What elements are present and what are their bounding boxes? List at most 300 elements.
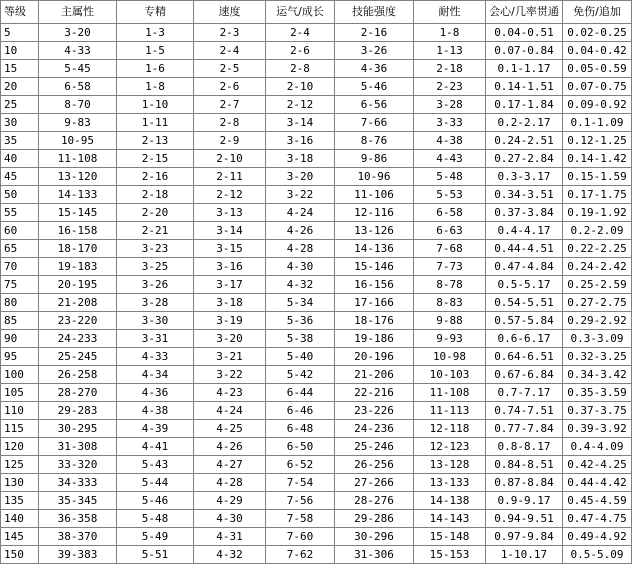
table-cell: 12-123 [414,438,486,456]
table-cell: 4-26 [266,222,335,240]
table-cell: 145 [1,528,39,546]
table-cell: 4-41 [117,438,194,456]
table-cell: 4-26 [194,438,266,456]
table-cell: 4-39 [117,420,194,438]
table-cell: 5-48 [414,168,486,186]
table-cell: 55 [1,204,39,222]
table-cell: 7-60 [266,528,335,546]
table-cell: 0.17-1.75 [563,186,632,204]
table-cell: 0.3-3.09 [563,330,632,348]
table-cell: 28-270 [39,384,117,402]
table-cell: 2-15 [117,150,194,168]
table-cell: 3-30 [117,312,194,330]
table-row [1,114,632,132]
table-cell: 3-26 [117,276,194,294]
table-cell: 13-126 [335,222,414,240]
table-cell: 2-20 [117,204,194,222]
table-cell: 10-98 [414,348,486,366]
table-cell: 15-148 [414,528,486,546]
table-cell: 6-46 [266,402,335,420]
table-cell: 85 [1,312,39,330]
table-cell: 9-83 [39,114,117,132]
table-cell: 5-38 [266,330,335,348]
table-cell: 4-29 [194,492,266,510]
table-cell: 12-116 [335,204,414,222]
table-cell: 15-145 [39,204,117,222]
table-cell: 29-283 [39,402,117,420]
table-cell: 4-30 [194,510,266,528]
table-cell: 8-70 [39,96,117,114]
table-cell: 0.07-0.75 [563,78,632,96]
table-cell: 2-5 [194,60,266,78]
table-cell: 14-138 [414,492,486,510]
table-cell: 3-15 [194,240,266,258]
table-row [1,420,632,438]
table-cell: 35 [1,132,39,150]
table-cell: 7-56 [266,492,335,510]
table-cell: 0.39-3.92 [563,420,632,438]
table-cell: 100 [1,366,39,384]
table-cell: 105 [1,384,39,402]
table-cell: 0.97-9.84 [486,528,563,546]
table-cell: 22-216 [335,384,414,402]
table-cell: 95 [1,348,39,366]
table-cell: 19-183 [39,258,117,276]
table-cell: 5-34 [266,294,335,312]
table-cell: 30-295 [39,420,117,438]
table-cell: 3-26 [335,42,414,60]
table-cell: 0.04-0.51 [486,24,563,42]
table-cell: 25-245 [39,348,117,366]
table-cell: 4-24 [266,204,335,222]
table-cell: 15 [1,60,39,78]
table-cell: 2-10 [194,150,266,168]
table-cell: 18-170 [39,240,117,258]
table-cell: 0.37-3.75 [563,402,632,420]
table-cell: 21-208 [39,294,117,312]
column-header-reduction-bonus: 免伤/追加 [563,1,632,24]
table-cell: 3-21 [194,348,266,366]
table-cell: 6-58 [414,204,486,222]
table-cell: 3-28 [117,294,194,312]
column-header-level: 等级 [1,1,39,24]
table-cell: 13-120 [39,168,117,186]
table-cell: 5-45 [39,60,117,78]
table-cell: 4-23 [194,384,266,402]
table-cell: 0.34-3.51 [486,186,563,204]
table-cell: 0.67-6.84 [486,366,563,384]
table-cell: 0.1-1.17 [486,60,563,78]
table-cell: 25 [1,96,39,114]
table-cell: 0.29-2.92 [563,312,632,330]
table-cell: 1-11 [117,114,194,132]
table-cell: 3-31 [117,330,194,348]
table-cell: 2-8 [194,114,266,132]
column-header-endurance: 耐性 [414,1,486,24]
table-cell: 0.1-1.09 [563,114,632,132]
column-header-crit-penetration: 会心/几率贯通 [486,1,563,24]
table-cell: 5-51 [117,546,194,564]
table-cell: 2-6 [194,78,266,96]
table-cell: 24-233 [39,330,117,348]
table-cell: 6-48 [266,420,335,438]
table-cell: 3-16 [194,258,266,276]
table-cell: 0.02-0.25 [563,24,632,42]
table-cell: 0.64-6.51 [486,348,563,366]
column-header-main-attribute: 主属性 [39,1,117,24]
table-cell: 2-21 [117,222,194,240]
table-cell: 0.6-6.17 [486,330,563,348]
table-cell: 0.87-8.84 [486,474,563,492]
table-row [1,132,632,150]
table-cell: 60 [1,222,39,240]
table-cell: 3-22 [266,186,335,204]
table-cell: 4-33 [39,42,117,60]
table-cell: 4-32 [266,276,335,294]
table-cell: 12-118 [414,420,486,438]
table-cell: 0.4-4.17 [486,222,563,240]
table-cell: 5-36 [266,312,335,330]
table-cell: 24-236 [335,420,414,438]
table-cell: 0.54-5.51 [486,294,563,312]
table-cell: 11-108 [414,384,486,402]
table-cell: 110 [1,402,39,420]
table-cell: 4-33 [117,348,194,366]
table-cell: 3-23 [117,240,194,258]
table-cell: 0.45-4.59 [563,492,632,510]
table-cell: 1-8 [117,78,194,96]
table-cell: 0.24-2.42 [563,258,632,276]
table-cell: 7-58 [266,510,335,528]
table-cell: 0.44-4.51 [486,240,563,258]
table-cell: 5-46 [335,78,414,96]
table-cell: 2-8 [266,60,335,78]
table-cell: 0.34-3.42 [563,366,632,384]
table-row [1,312,632,330]
table-cell: 2-13 [117,132,194,150]
table-row [1,24,632,42]
table-cell: 80 [1,294,39,312]
table-cell: 27-266 [335,474,414,492]
table-cell: 1-13 [414,42,486,60]
table-cell: 2-4 [194,42,266,60]
table-cell: 0.5-5.09 [563,546,632,564]
table-cell: 16-156 [335,276,414,294]
table-cell: 4-28 [194,474,266,492]
table-cell: 3-22 [194,366,266,384]
table-cell: 2-11 [194,168,266,186]
table-cell: 0.42-4.25 [563,456,632,474]
table-cell: 4-24 [194,402,266,420]
table-cell: 6-58 [39,78,117,96]
table-cell: 4-43 [414,150,486,168]
table-cell: 0.24-2.51 [486,132,563,150]
table-row [1,42,632,60]
table-cell: 0.47-4.75 [563,510,632,528]
table-cell: 3-25 [117,258,194,276]
table-cell: 26-256 [335,456,414,474]
table-cell: 3-16 [266,132,335,150]
table-row [1,528,632,546]
table-cell: 14-143 [414,510,486,528]
table-cell: 4-38 [414,132,486,150]
table-cell: 2-16 [117,168,194,186]
table-cell: 1-8 [414,24,486,42]
table-cell: 9-93 [414,330,486,348]
table-cell: 3-13 [194,204,266,222]
table-cell: 0.49-4.92 [563,528,632,546]
table-cell: 10-96 [335,168,414,186]
table-cell: 20 [1,78,39,96]
table-cell: 23-226 [335,402,414,420]
table-cell: 30-296 [335,528,414,546]
table-cell: 0.94-9.51 [486,510,563,528]
table-cell: 0.32-3.25 [563,348,632,366]
table-cell: 125 [1,456,39,474]
table-cell: 5-46 [117,492,194,510]
table-cell: 40 [1,150,39,168]
table-row [1,492,632,510]
table-row [1,240,632,258]
table-cell: 10-95 [39,132,117,150]
table-cell: 10-103 [414,366,486,384]
table-row [1,546,632,564]
table-cell: 0.14-1.42 [563,150,632,168]
table-cell: 5-49 [117,528,194,546]
table-cell: 0.9-9.17 [486,492,563,510]
table-cell: 21-206 [335,366,414,384]
table-cell: 5-40 [266,348,335,366]
table-cell: 6-63 [414,222,486,240]
table-cell: 150 [1,546,39,564]
table-cell: 2-3 [194,24,266,42]
table-cell: 0.2-2.09 [563,222,632,240]
table-cell: 1-6 [117,60,194,78]
column-header-speed: 速度 [194,1,266,24]
table-cell: 0.2-2.17 [486,114,563,132]
table-row [1,438,632,456]
table-cell: 1-10 [117,96,194,114]
table-cell: 13-128 [414,456,486,474]
table-cell: 35-345 [39,492,117,510]
table-cell: 4-31 [194,528,266,546]
table-cell: 0.77-7.84 [486,420,563,438]
table-cell: 50 [1,186,39,204]
table-cell: 0.8-8.17 [486,438,563,456]
table-cell: 15-146 [335,258,414,276]
table-cell: 7-62 [266,546,335,564]
table-cell: 29-286 [335,510,414,528]
table-cell: 1-3 [117,24,194,42]
table-cell: 0.37-3.84 [486,204,563,222]
table-cell: 15-153 [414,546,486,564]
table-cell: 39-383 [39,546,117,564]
table-row [1,150,632,168]
table-cell: 3-19 [194,312,266,330]
table-cell: 3-20 [39,24,117,42]
table-cell: 16-158 [39,222,117,240]
table-row [1,222,632,240]
table-cell: 2-10 [266,78,335,96]
table-cell: 5 [1,24,39,42]
table-cell: 2-18 [117,186,194,204]
table-cell: 25-246 [335,438,414,456]
table-cell: 4-30 [266,258,335,276]
table-cell: 11-108 [39,150,117,168]
table-cell: 3-18 [266,150,335,168]
table-cell: 4-38 [117,402,194,420]
table-cell: 6-56 [335,96,414,114]
column-header-skill-power: 技能强度 [335,1,414,24]
table-cell: 8-76 [335,132,414,150]
table-cell: 140 [1,510,39,528]
table-cell: 33-320 [39,456,117,474]
table-cell: 14-136 [335,240,414,258]
column-header-mastery: 专精 [117,1,194,24]
table-cell: 7-54 [266,474,335,492]
table-row [1,96,632,114]
table-cell: 5-42 [266,366,335,384]
table-cell: 75 [1,276,39,294]
table-cell: 0.57-5.84 [486,312,563,330]
table-cell: 5-44 [117,474,194,492]
table-cell: 0.5-5.17 [486,276,563,294]
table-cell: 17-166 [335,294,414,312]
table-cell: 11-113 [414,402,486,420]
table-cell: 30 [1,114,39,132]
table-cell: 8-78 [414,276,486,294]
table-cell: 3-28 [414,96,486,114]
table-cell: 0.35-3.59 [563,384,632,402]
table-cell: 2-16 [335,24,414,42]
table-row [1,456,632,474]
table-cell: 0.19-1.92 [563,204,632,222]
table-cell: 6-50 [266,438,335,456]
table-cell: 4-32 [194,546,266,564]
table-cell: 0.84-8.51 [486,456,563,474]
table-cell: 0.07-0.84 [486,42,563,60]
table-cell: 0.14-1.51 [486,78,563,96]
table-row [1,330,632,348]
table-row [1,258,632,276]
table-cell: 2-12 [266,96,335,114]
table-cell: 3-14 [194,222,266,240]
table-cell: 45 [1,168,39,186]
table-cell: 120 [1,438,39,456]
table-cell: 2-18 [414,60,486,78]
table-cell: 0.15-1.59 [563,168,632,186]
table-cell: 34-333 [39,474,117,492]
table-cell: 5-43 [117,456,194,474]
table-cell: 2-12 [194,186,266,204]
table-cell: 19-186 [335,330,414,348]
table-row [1,186,632,204]
table-cell: 0.3-3.17 [486,168,563,186]
table-cell: 38-370 [39,528,117,546]
table-cell: 2-9 [194,132,266,150]
table-cell: 6-44 [266,384,335,402]
table-cell: 7-68 [414,240,486,258]
table-row [1,510,632,528]
table-cell: 4-27 [194,456,266,474]
table-cell: 8-83 [414,294,486,312]
table-cell: 70 [1,258,39,276]
table-cell: 65 [1,240,39,258]
table-row [1,366,632,384]
table-cell: 2-23 [414,78,486,96]
table-cell: 0.09-0.92 [563,96,632,114]
table-cell: 3-20 [266,168,335,186]
table-cell: 3-20 [194,330,266,348]
table-cell: 9-88 [414,312,486,330]
table-cell: 115 [1,420,39,438]
table-cell: 4-25 [194,420,266,438]
table-row [1,294,632,312]
table-cell: 0.4-4.09 [563,438,632,456]
table-cell: 7-66 [335,114,414,132]
table-row [1,78,632,96]
table-cell: 3-33 [414,114,486,132]
table-cell: 0.25-2.59 [563,276,632,294]
table-cell: 14-133 [39,186,117,204]
table-row [1,402,632,420]
table-cell: 10 [1,42,39,60]
table-cell: 7-73 [414,258,486,276]
table-row [1,276,632,294]
table-cell: 5-48 [117,510,194,528]
table-cell: 31-308 [39,438,117,456]
table-cell: 135 [1,492,39,510]
table-cell: 0.04-0.42 [563,42,632,60]
table-cell: 2-6 [266,42,335,60]
table-cell: 9-86 [335,150,414,168]
table-cell: 90 [1,330,39,348]
table-cell: 18-176 [335,312,414,330]
table-cell: 1-10.17 [486,546,563,564]
table-cell: 11-106 [335,186,414,204]
table-cell: 2-7 [194,96,266,114]
table-cell: 3-14 [266,114,335,132]
table-cell: 3-17 [194,276,266,294]
table-cell: 2-4 [266,24,335,42]
table-row [1,474,632,492]
table-cell: 0.47-4.84 [486,258,563,276]
table-cell: 36-358 [39,510,117,528]
table-row [1,60,632,78]
table-cell: 6-52 [266,456,335,474]
table-cell: 0.05-0.59 [563,60,632,78]
table-cell: 0.44-4.42 [563,474,632,492]
table-row [1,168,632,186]
table-cell: 20-195 [39,276,117,294]
table-cell: 31-306 [335,546,414,564]
table-body [1,24,632,564]
table-cell: 0.7-7.17 [486,384,563,402]
table-row [1,348,632,366]
table-cell: 1-5 [117,42,194,60]
table-cell: 13-133 [414,474,486,492]
table-row [1,204,632,222]
column-header-luck-growth: 运气/成长 [266,1,335,24]
table-cell: 28-276 [335,492,414,510]
table-cell: 20-196 [335,348,414,366]
table-cell: 4-28 [266,240,335,258]
table-cell: 4-34 [117,366,194,384]
table-cell: 26-258 [39,366,117,384]
table-cell: 23-220 [39,312,117,330]
table-cell: 0.17-1.84 [486,96,563,114]
table-cell: 130 [1,474,39,492]
